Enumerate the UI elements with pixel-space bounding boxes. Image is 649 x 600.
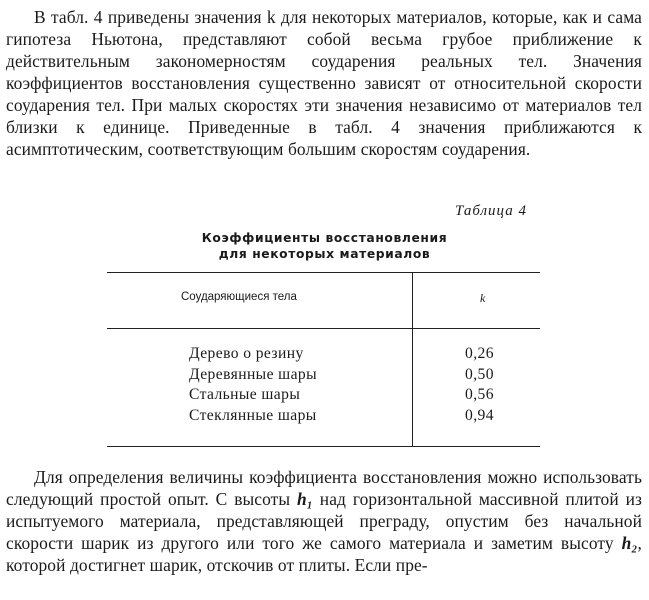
experiment-paragraph [6,466,642,576]
header-divider [107,328,540,329]
table-row [107,407,540,428]
header-material: Соударяющиеся тела [181,291,297,303]
intro-paragraph: В табл. 4 приведены значения k для некоторых материалов, которые, как и сама гипотеза Ньютона, представляют собой весьма грубое приближение к действительным закономерностям соударения реальных тел. Значения коэффициентов восстановления существенно зависят от относительной скорости соударения тел. При малых скоростях эти значения независимо от материалов тел близки к единице. Приведенные в табл. 4 значения приближаются к асимптотическим, соответствующим большим скоростям соударения. [6,7,642,159]
material-cell: Стальные шары [189,386,301,403]
material-cell: Стеклянные шары [189,406,317,424]
paragraph-text: над горизонтальной массивной плитой из испытуемого материала, представляющей преграду, опустим без начальной скорости шарик из другого или того же самого материала и заметим высоту [6,489,642,553]
height-h2-symbol: h₂ [621,533,638,553]
coefficients-table [107,272,540,447]
paragraph-text: , которой достигнет шарик, отскочив от плиты. Если пре- [6,533,642,575]
k-cell: 0,50 [465,365,494,383]
k-cell: 0,94 [465,406,494,424]
table-caption [0,230,649,262]
height-h1-symbol: h₁ [297,489,313,509]
paragraph-text: Для определения величины коэффициента восстановления можно использовать следующий простой опыт. С высоты [6,467,642,509]
table-caption-line1: Коэффициенты восстановления [201,231,448,245]
material-cell: Дерево о резину [189,345,304,362]
material-cell: Деревянные шары [189,365,317,383]
table-body [107,345,540,427]
table-caption-line2: для некоторых материалов [218,247,431,261]
table-row [107,366,540,387]
table-number-label: Таблица 4 [455,203,527,219]
k-cell: 0,26 [465,345,494,362]
table-row [107,345,540,366]
header-k: k [480,291,486,305]
table-row [107,386,540,407]
k-cell: 0,56 [465,386,494,403]
